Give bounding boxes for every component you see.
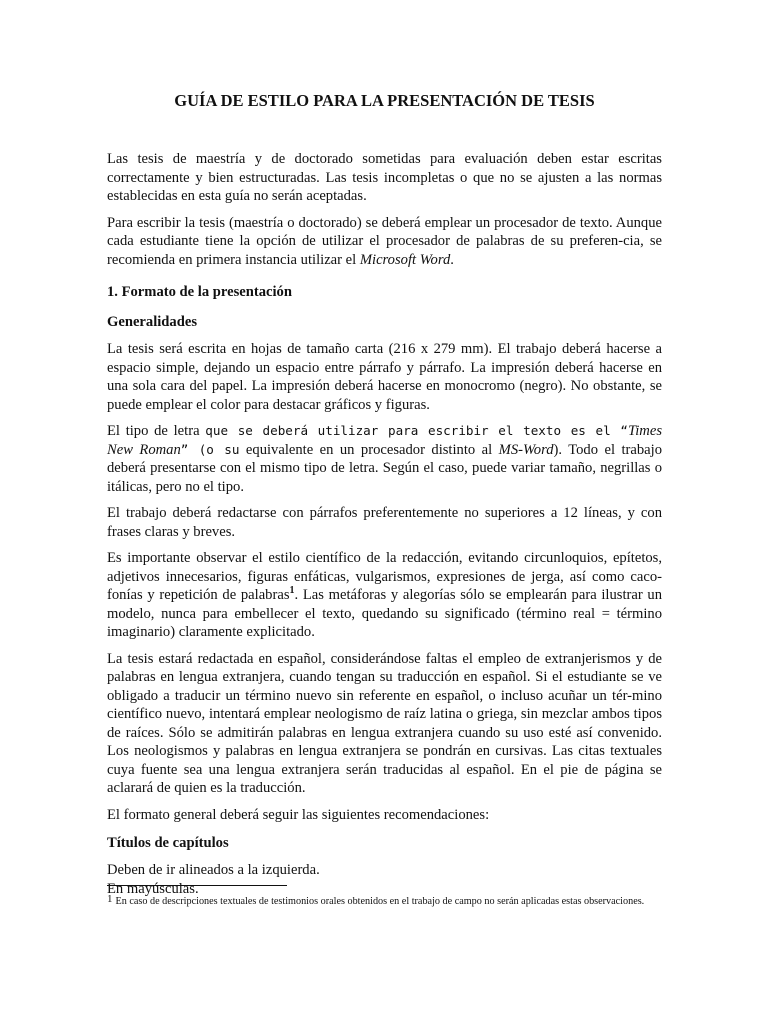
paragraph-parrafos: El trabajo deberá redactarse con párrafos preferentemente no superiores a 12 líneas, y con frases claras y breves.: [107, 505, 662, 540]
paragraph-idioma: La tesis estará redactada en español, considerándose faltas el empleo de extranjerismos y de palabras en lengua extranjera, cuando tengan su traducción en español. Si el estudiante se ve obligado a traducir un término nuevo sin referente en español, o incluso acuñar un tér-mino científico nuevo, intentará emplear neologismo de raíz latina o griega, sin mezclar ambos tipos de raíces. Sólo se admitirán palabras en lengua extranjera cuando su uso esté así convenido. Los neologismos y palabras en lengua extranjera se pondrán en cursivas. Las citas textuales cuya fuente sea una lengua extranjera serán traducidas al español. En el pie de página se aclarará de quien es la traducción.: [107, 650, 662, 796]
titulos-rule-2: En mayúsculas.: [107, 880, 199, 897]
paragraph-estilo-start: Es importante observar el estilo científico de la redacción, evitando circunloquios, epítetos, adjetivos innecesarios, figuras enfáticas, vulgarismos, expresiones de jerga, así como caco-fonías y repetición de palabras: [107, 550, 662, 603]
paragraph-tipo-letra-start: El tipo de letra: [107, 423, 200, 439]
titulos-rule-1: Deben de ir alineados a la izquierda.: [107, 862, 320, 878]
subheading-generalidades: Generalidades: [107, 314, 197, 330]
page-title: GUÍA DE ESTILO PARA LA PRESENTACIÓN DE TESIS: [174, 91, 595, 110]
footnote: [107, 892, 662, 909]
paragraph-estilo-end: . Las metáforas y alegorías sólo se emplearán para ilustrar un modelo, nunca para embellecer el texto, quedando su significado (término real = término imaginario) claramente explicitado.: [107, 587, 662, 640]
page-body: [107, 86, 662, 906]
footnote-divider: [107, 885, 287, 886]
ms-word-term: MS-Word: [498, 441, 554, 458]
section-heading-formato: 1. Formato de la presentación: [107, 284, 292, 300]
times-new-roman-term: Times New Roman: [107, 423, 662, 458]
subheading-titulos-capitulos: Títulos de capítulos: [107, 835, 229, 851]
paragraph-estilo-cientifico: [107, 549, 662, 642]
paragraph-tamano-hoja: La tesis será escrita en hojas de tamaño carta (216 x 279 mm). El trabajo deberá hacerse a espacio simple, dejando un espacio entre párrafo y párrafo. La impresión deberá hacerse en una sola cara del papel. La impresión deberá hacerse en monocromo (negro). No obstante, se puede emplear el color para destacar gráficos y figuras.: [107, 341, 662, 413]
paragraph-tipo-letra-end: ). Todo el trabajo deberá presentarse con el mismo tipo de letra. Según el caso, puede variar tamaño, negrillas o itálicas, pero no el tipo.: [107, 441, 662, 495]
paragraph-tipo-letra-mid: equivalente en un procesador distinto al: [245, 441, 493, 458]
paragraph-tipo-letra-mono: que se deberá utilizar para escribir el texto es el “: [205, 423, 628, 438]
intro-paragraph-2: Para escribir la tesis (maestría o doctorado) se deberá emplear un procesador de texto. Aunque cada estudiante tiene la opción de utilizar el procesador de palabras de su preferen-cia, se recomienda en primera instancia utilizar el Microsoft Word.: [107, 214, 662, 268]
footnote-marker: 1: [107, 893, 113, 905]
paragraph-tipo-letra: [107, 422, 662, 496]
microsoft-word-term: Microsoft Word: [359, 251, 451, 268]
footnote-text: En caso de descripciones textuales de testimonios orales obtenidos en el trabajo de campo no serán aplicadas estas observaciones.: [115, 896, 645, 907]
footnote-reference[interactable]: 1: [289, 585, 295, 597]
intro-paragraph-1: Las tesis de maestría y de doctorado sometidas para evaluación deben estar escritas correctamente y bien estructuradas. Las tesis incompletas o que no se ajusten a las normas establecidas en esta guía no serán aceptadas.: [107, 151, 662, 204]
paragraph-formato-general: El formato general deberá seguir las siguientes recomendaciones:: [107, 806, 490, 823]
intro-paragraph-2-text: Para escribir la tesis (maestría o doctorado) se deberá emplear un procesador de texto. Aunque cada estudiante tiene la opción de utilizar el procesador de palabras de su preferen-cia, se recomienda en primera instancia utilizar el: [107, 214, 662, 268]
paragraph-tipo-letra-mono-2: ” (o su: [180, 441, 240, 457]
